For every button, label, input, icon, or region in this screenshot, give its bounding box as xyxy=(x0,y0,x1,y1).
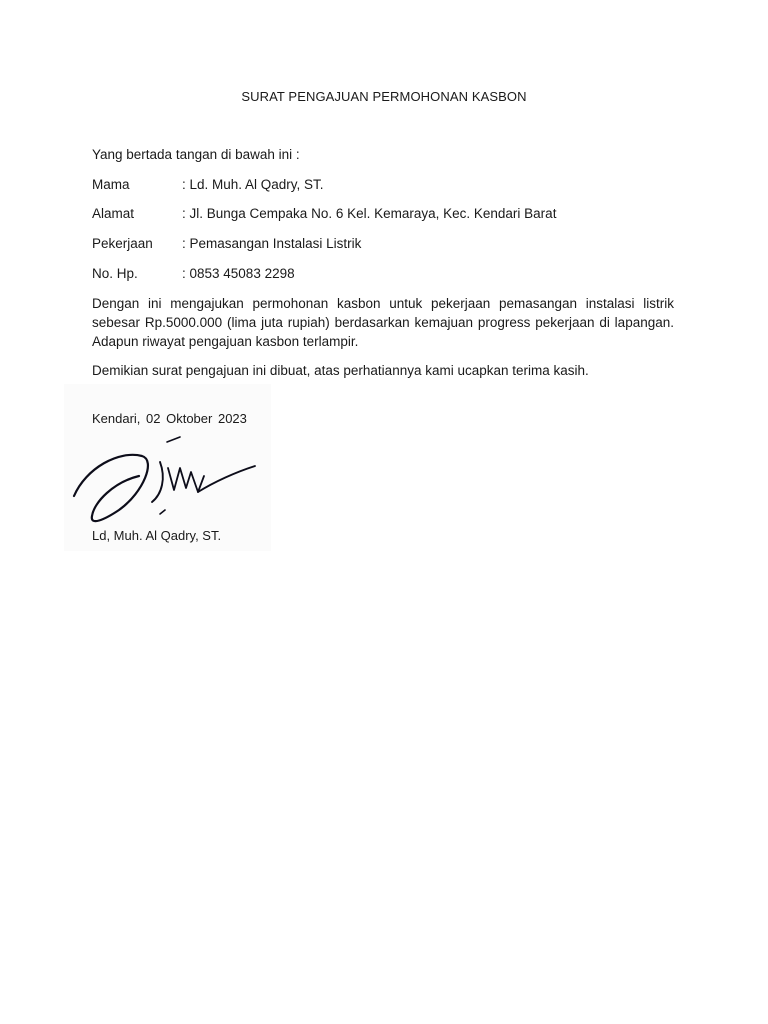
closing-line: Demikian surat pengajuan ini dibuat, atas perhatiannya kami ucapkan terima kasih. xyxy=(92,363,589,378)
field-value-phone: : 0853 45083 2298 xyxy=(182,266,295,281)
field-value-address: : Jl. Bunga Cempaka No. 6 Kel. Kemaraya, Kec. Kendari Barat xyxy=(182,206,557,221)
field-label-phone: No. Hp. xyxy=(92,266,138,281)
intro-line: Yang bertada tangan di bawah ini : xyxy=(92,147,300,162)
field-value-name: : Ld. Muh. Al Qadry, ST. xyxy=(182,177,324,192)
field-label-occupation: Pekerjaan xyxy=(92,236,153,251)
letter-title: SURAT PENGAJUAN PERMOHONAN KASBON xyxy=(241,89,527,104)
signature-block xyxy=(64,384,271,551)
body-paragraph: Dengan ini mengajukan permohonan kasbon untuk pekerjaan pemasangan instalasi listrik sebesar Rp.5000.000 (lima juta rupiah) berdasarkan kemajuan progress pekerjaan di lapangan. Adapun riwayat pengajuan kasbon terlampir. xyxy=(92,296,674,349)
field-value-occupation: : Pemasangan Instalasi Listrik xyxy=(182,236,362,251)
handwritten-signature-icon xyxy=(64,432,271,532)
signature-place-date: Kendari, 02 Oktober 2023 xyxy=(92,411,247,426)
field-label-name: Mama xyxy=(92,177,130,192)
field-label-address: Alamat xyxy=(92,206,135,221)
signatory-name: Ld, Muh. Al Qadry, ST. xyxy=(92,528,222,543)
